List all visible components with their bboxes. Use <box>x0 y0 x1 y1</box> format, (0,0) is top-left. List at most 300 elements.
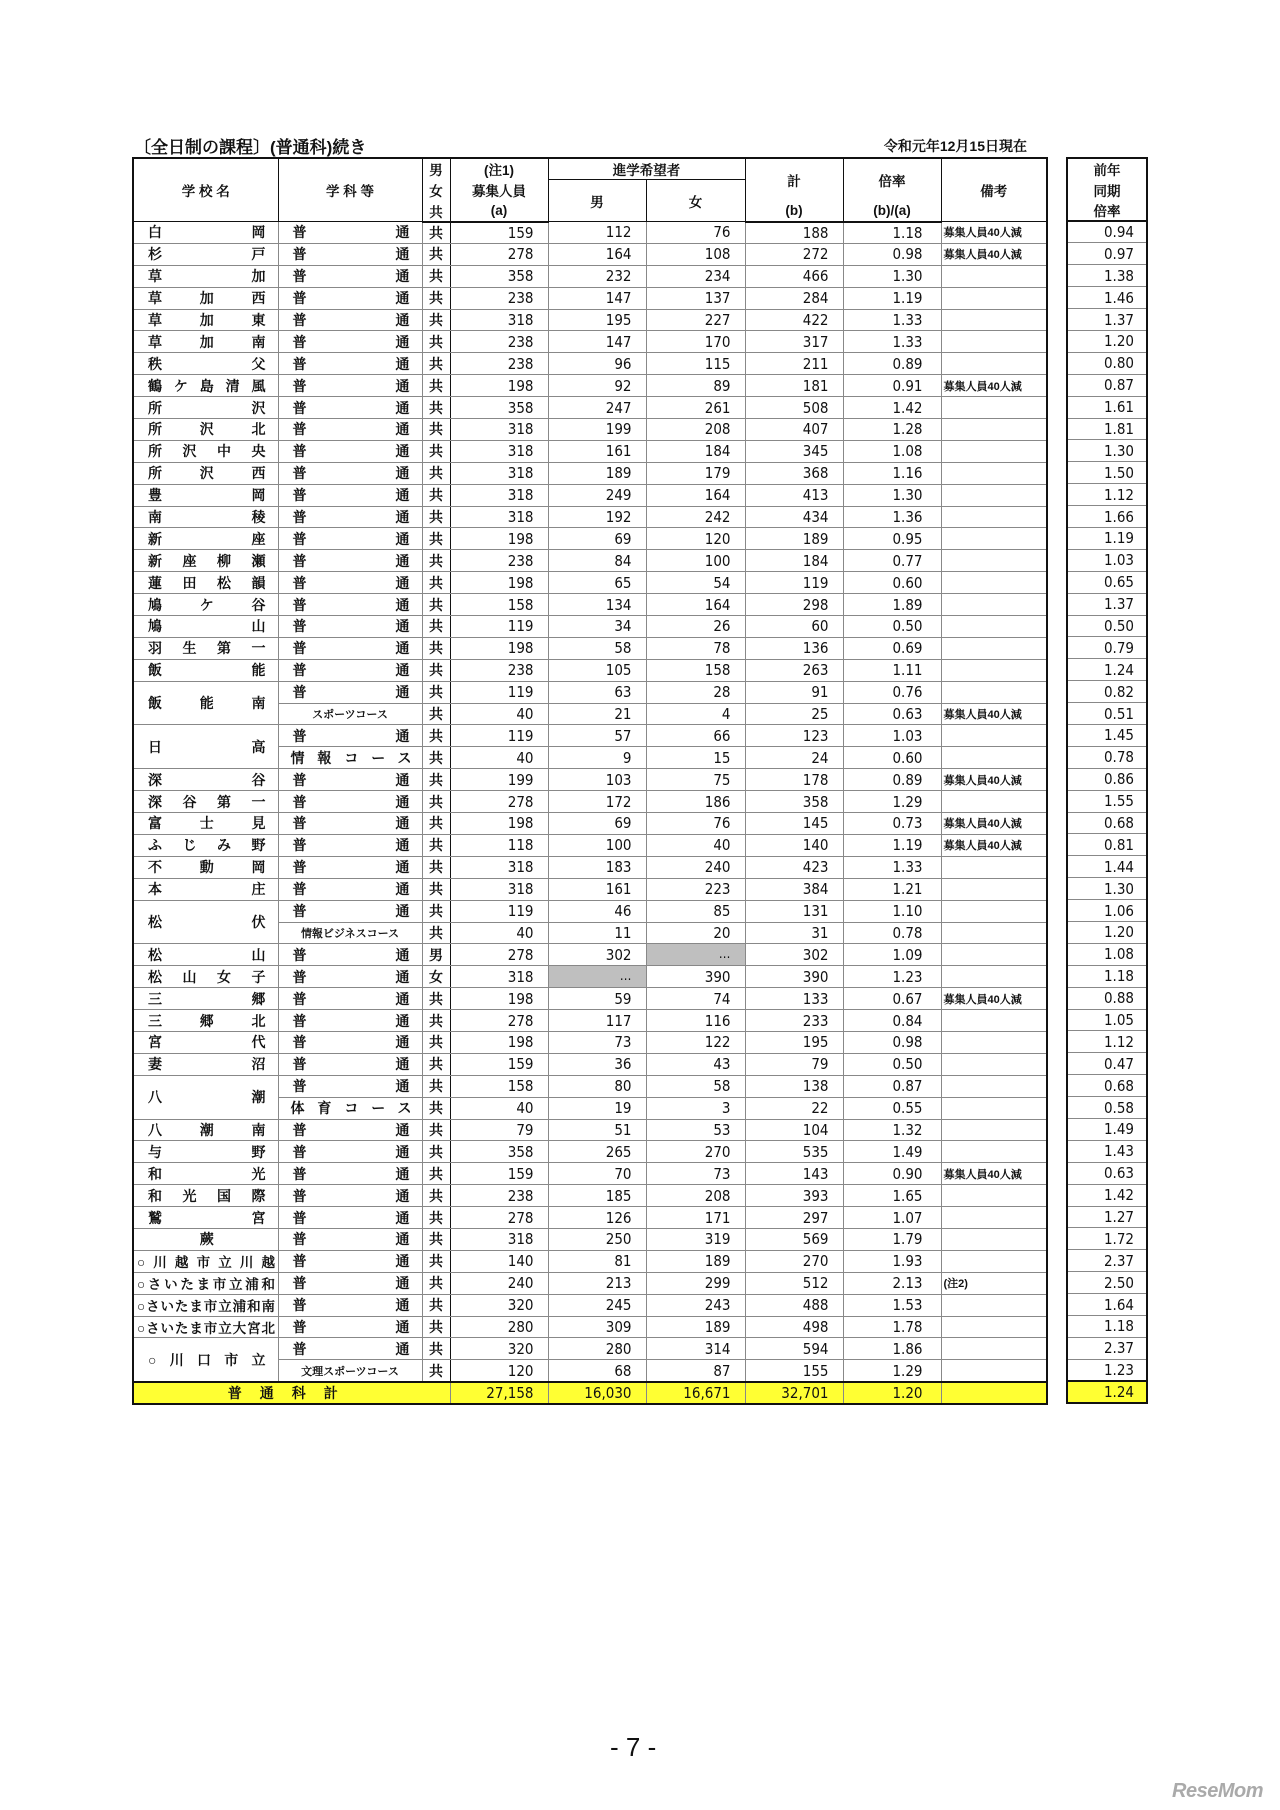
school-name: 富士見 <box>133 813 278 835</box>
applicants-total: 423 <box>745 856 843 878</box>
prev-ratio: 1.50 <box>1067 462 1147 484</box>
applicants-total: 298 <box>745 594 843 616</box>
note <box>941 1294 1047 1316</box>
applicants-total: 22 <box>745 1097 843 1119</box>
enrollment-table <box>132 157 1048 1405</box>
school-name: ○さいたま市立浦和 <box>133 1272 278 1294</box>
table-row <box>133 309 1047 331</box>
ratio: 0.73 <box>843 813 941 835</box>
applicants-total: 302 <box>745 944 843 966</box>
applicants-female: 74 <box>646 988 745 1010</box>
prev-row <box>1067 987 1147 1009</box>
applicants-male: 57 <box>548 725 646 747</box>
as-of-date: 令和元年12月15日現在 <box>883 138 1027 154</box>
school-name: 松山女子 <box>133 966 278 988</box>
prev-ratio: 1.55 <box>1067 790 1147 812</box>
course-name: 文理スポーツコース <box>278 1360 422 1382</box>
prev-row <box>1067 506 1147 528</box>
sex-type: 共 <box>422 243 450 265</box>
prev-ratio: 0.81 <box>1067 834 1147 856</box>
table-row <box>133 353 1047 375</box>
quota: 119 <box>450 725 548 747</box>
applicants-male: 164 <box>548 243 646 265</box>
prev-row <box>1067 1184 1147 1206</box>
applicants-total: 155 <box>745 1360 843 1382</box>
prev-ratio: 1.49 <box>1067 1119 1147 1141</box>
sex-type: 共 <box>422 287 450 309</box>
header-quota-a: (a) <box>450 201 548 222</box>
ratio: 1.07 <box>843 1207 941 1229</box>
quota: 118 <box>450 834 548 856</box>
header-ratio-formula: (b)/(a) <box>843 201 941 222</box>
applicants-total: 24 <box>745 747 843 769</box>
prev-ratio: 1.18 <box>1067 965 1147 987</box>
applicants-female: 15 <box>646 747 745 769</box>
table-row <box>133 1185 1047 1207</box>
course-name: 情報ビジネスコース <box>278 922 422 944</box>
ratio: 2.13 <box>843 1272 941 1294</box>
quota: 238 <box>450 1185 548 1207</box>
sex-type: 共 <box>422 506 450 528</box>
applicants-total: 270 <box>745 1250 843 1272</box>
applicants-female: 314 <box>646 1338 745 1360</box>
prev-row <box>1067 374 1147 396</box>
applicants-total: 31 <box>745 922 843 944</box>
sex-type: 共 <box>422 1360 450 1382</box>
ratio: 0.91 <box>843 375 941 397</box>
sex-type: 共 <box>422 747 450 769</box>
ratio: 0.90 <box>843 1163 941 1185</box>
prev-row <box>1067 1097 1147 1119</box>
prev-ratio: 1.38 <box>1067 265 1147 287</box>
applicants-total: 508 <box>745 397 843 419</box>
applicants-female: 3 <box>646 1097 745 1119</box>
school-name: 所沢北 <box>133 419 278 441</box>
course-name: 普通 <box>278 1228 422 1250</box>
prev-ratio: 1.43 <box>1067 1140 1147 1162</box>
applicants-female: 87 <box>646 1360 745 1382</box>
note <box>941 681 1047 703</box>
prev-ratio: 0.50 <box>1067 615 1147 637</box>
applicants-female: 137 <box>646 287 745 309</box>
applicants-total: 488 <box>745 1294 843 1316</box>
quota: 140 <box>450 1250 548 1272</box>
sex-type: 共 <box>422 331 450 353</box>
sex-type: 共 <box>422 1097 450 1119</box>
applicants-male: 63 <box>548 681 646 703</box>
course-name: 普通 <box>278 813 422 835</box>
table-row <box>133 375 1047 397</box>
total-prev-ratio: 1.24 <box>1067 1381 1147 1403</box>
applicants-male: 112 <box>548 222 646 244</box>
page-title: 〔全日制の課程〕(普通科)続き <box>134 138 367 157</box>
applicants-male: 34 <box>548 616 646 638</box>
applicants-total: 189 <box>745 528 843 550</box>
applicants-male: 65 <box>548 572 646 594</box>
school-name: 和光国際 <box>133 1185 278 1207</box>
school-name: 鳩山 <box>133 616 278 638</box>
applicants-female: … <box>646 944 745 966</box>
ratio: 1.29 <box>843 791 941 813</box>
quota: 119 <box>450 616 548 638</box>
course-name: 普通 <box>278 988 422 1010</box>
prev-row <box>1067 856 1147 878</box>
applicants-female: 4 <box>646 703 745 725</box>
ratio: 0.60 <box>843 572 941 594</box>
school-name: 日高 <box>133 725 278 769</box>
sex-type: 共 <box>422 769 450 791</box>
applicants-male: 245 <box>548 1294 646 1316</box>
prev-ratio: 1.20 <box>1067 330 1147 352</box>
quota: 358 <box>450 265 548 287</box>
applicants-male: 51 <box>548 1119 646 1141</box>
applicants-total: 188 <box>745 222 843 244</box>
applicants-total: 91 <box>745 681 843 703</box>
school-name: 三郷 <box>133 988 278 1010</box>
quota: 158 <box>450 594 548 616</box>
applicants-male: 189 <box>548 462 646 484</box>
applicants-total: 136 <box>745 637 843 659</box>
sex-type: 共 <box>422 616 450 638</box>
applicants-male: 11 <box>548 922 646 944</box>
applicants-male: 84 <box>548 550 646 572</box>
quota: 40 <box>450 703 548 725</box>
course-name: 情報コース <box>278 747 422 769</box>
applicants-male: 134 <box>548 594 646 616</box>
total-label: 普通科計 <box>133 1382 450 1404</box>
sex-type: 共 <box>422 1163 450 1185</box>
prev-row <box>1067 1119 1147 1141</box>
table-row <box>133 222 1047 244</box>
prev-row <box>1067 330 1147 352</box>
table-row <box>133 878 1047 900</box>
note <box>941 659 1047 681</box>
course-name: 普通 <box>278 900 422 922</box>
sex-type: 共 <box>422 1185 450 1207</box>
ratio: 1.21 <box>843 878 941 900</box>
table-row <box>133 594 1047 616</box>
sex-type: 共 <box>422 1053 450 1075</box>
applicants-total: 233 <box>745 1010 843 1032</box>
quota: 238 <box>450 353 548 375</box>
table-row <box>133 528 1047 550</box>
sex-type: 共 <box>422 353 450 375</box>
applicants-total: 317 <box>745 331 843 353</box>
prev-row <box>1067 681 1147 703</box>
note <box>941 1360 1047 1382</box>
course-name: 普通 <box>278 966 422 988</box>
table-row <box>133 572 1047 594</box>
prev-ratio: 2.50 <box>1067 1272 1147 1294</box>
prev-ratio: 0.86 <box>1067 768 1147 790</box>
applicants-male: 70 <box>548 1163 646 1185</box>
prev-row <box>1067 418 1147 440</box>
school-name: 鶴ケ島清風 <box>133 375 278 397</box>
applicants-male: 81 <box>548 1250 646 1272</box>
applicants-total: 211 <box>745 353 843 375</box>
quota: 159 <box>450 222 548 244</box>
quota: 40 <box>450 747 548 769</box>
sex-type: 共 <box>422 681 450 703</box>
applicants-female: 164 <box>646 594 745 616</box>
applicants-female: 20 <box>646 922 745 944</box>
applicants-female: 115 <box>646 353 745 375</box>
prev-ratio: 1.61 <box>1067 396 1147 418</box>
prev-row <box>1067 943 1147 965</box>
ratio: 1.30 <box>843 265 941 287</box>
applicants-total: 345 <box>745 440 843 462</box>
course-name: 普通 <box>278 1119 422 1141</box>
total-ratio: 1.20 <box>843 1382 941 1404</box>
prev-ratio: 0.87 <box>1067 374 1147 396</box>
ratio: 1.79 <box>843 1228 941 1250</box>
applicants-female: 270 <box>646 1141 745 1163</box>
applicants-female: 243 <box>646 1294 745 1316</box>
ratio: 1.18 <box>843 222 941 244</box>
page-number: - 7 - <box>610 1732 657 1762</box>
quota: 198 <box>450 988 548 1010</box>
applicants-female: 208 <box>646 1185 745 1207</box>
note <box>941 725 1047 747</box>
applicants-female: 73 <box>646 1163 745 1185</box>
applicants-female: 120 <box>646 528 745 550</box>
applicants-total: 569 <box>745 1228 843 1250</box>
applicants-total: 123 <box>745 725 843 747</box>
prev-row <box>1067 1250 1147 1272</box>
sex-type: 共 <box>422 1119 450 1141</box>
applicants-total: 466 <box>745 265 843 287</box>
table-row <box>133 1228 1047 1250</box>
applicants-male: 117 <box>548 1010 646 1032</box>
quota: 40 <box>450 922 548 944</box>
applicants-female: 76 <box>646 813 745 835</box>
sex-type: 共 <box>422 1010 450 1032</box>
note <box>941 419 1047 441</box>
table-row <box>133 1119 1047 1141</box>
table-row <box>133 550 1047 572</box>
prev-row <box>1067 1294 1147 1316</box>
sex-type: 共 <box>422 265 450 287</box>
prev-row <box>1067 1206 1147 1228</box>
applicants-female: 319 <box>646 1228 745 1250</box>
school-name: 与野 <box>133 1141 278 1163</box>
quota: 79 <box>450 1119 548 1141</box>
quota: 278 <box>450 944 548 966</box>
applicants-male: 161 <box>548 440 646 462</box>
prev-row <box>1067 1272 1147 1294</box>
applicants-total: 184 <box>745 550 843 572</box>
applicants-male: 105 <box>548 659 646 681</box>
course-name: 普通 <box>278 506 422 528</box>
course-name: 普通 <box>278 484 422 506</box>
prev-ratio: 1.08 <box>1067 943 1147 965</box>
quota: 119 <box>450 681 548 703</box>
note: 募集人員40人減 <box>941 1163 1047 1185</box>
course-name: 普通 <box>278 1338 422 1360</box>
applicants-male: 213 <box>548 1272 646 1294</box>
prev-row <box>1067 812 1147 834</box>
ratio: 1.65 <box>843 1185 941 1207</box>
course-name: 普通 <box>278 243 422 265</box>
school-name: ふじみ野 <box>133 834 278 856</box>
course-name: 普通 <box>278 1250 422 1272</box>
prev-ratio: 1.64 <box>1067 1294 1147 1316</box>
applicants-female: 75 <box>646 769 745 791</box>
prev-row <box>1067 834 1147 856</box>
note <box>941 484 1047 506</box>
table-row <box>133 834 1047 856</box>
prev-row <box>1067 484 1147 506</box>
applicants-female: 66 <box>646 725 745 747</box>
prev-ratio: 1.12 <box>1067 484 1147 506</box>
applicants-total: 498 <box>745 1316 843 1338</box>
school-name: 飯能 <box>133 659 278 681</box>
quota: 358 <box>450 397 548 419</box>
applicants-female: 261 <box>646 397 745 419</box>
ratio: 0.95 <box>843 528 941 550</box>
prev-row <box>1067 440 1147 462</box>
school-name: 草加南 <box>133 331 278 353</box>
prev-ratio: 1.30 <box>1067 440 1147 462</box>
note <box>941 287 1047 309</box>
applicants-total: 594 <box>745 1338 843 1360</box>
school-name: ○さいたま市立浦和南 <box>133 1294 278 1316</box>
note: 募集人員40人減 <box>941 834 1047 856</box>
prev-row <box>1067 352 1147 374</box>
course-name: 普通 <box>278 1053 422 1075</box>
applicants-female: 223 <box>646 878 745 900</box>
prev-ratio: 1.20 <box>1067 922 1147 944</box>
sex-type: 共 <box>422 1294 450 1316</box>
prev-row <box>1067 1031 1147 1053</box>
course-name: 普通 <box>278 1141 422 1163</box>
applicants-female: 186 <box>646 791 745 813</box>
ratio: 0.84 <box>843 1010 941 1032</box>
applicants-male: 80 <box>548 1075 646 1097</box>
course-name: 普通 <box>278 791 422 813</box>
sex-type: 共 <box>422 397 450 419</box>
prev-row <box>1067 790 1147 812</box>
school-name: 不動岡 <box>133 856 278 878</box>
applicants-total: 143 <box>745 1163 843 1185</box>
school-name: 飯能南 <box>133 681 278 725</box>
applicants-male: 199 <box>548 419 646 441</box>
course-name: 普通 <box>278 1294 422 1316</box>
sex-type: 共 <box>422 375 450 397</box>
prev-row <box>1067 1337 1147 1359</box>
sex-type: 共 <box>422 572 450 594</box>
applicants-male: 147 <box>548 287 646 309</box>
applicants-total: 422 <box>745 309 843 331</box>
course-name: 普通 <box>278 1316 422 1338</box>
sex-type: 共 <box>422 703 450 725</box>
sex-type: 共 <box>422 440 450 462</box>
ratio: 1.33 <box>843 331 941 353</box>
sex-type: 共 <box>422 1338 450 1360</box>
header-applicants: 進学希望者 <box>548 158 745 180</box>
applicants-total: 195 <box>745 1031 843 1053</box>
sex-type: 共 <box>422 834 450 856</box>
table-row <box>133 900 1047 922</box>
note <box>941 1141 1047 1163</box>
applicants-total: 297 <box>745 1207 843 1229</box>
note <box>941 856 1047 878</box>
table-row <box>133 681 1047 703</box>
prev-ratio: 0.63 <box>1067 1162 1147 1184</box>
applicants-total: 384 <box>745 878 843 900</box>
course-name: 普通 <box>278 725 422 747</box>
applicants-total: 104 <box>745 1119 843 1141</box>
applicants-male: 126 <box>548 1207 646 1229</box>
quota: 318 <box>450 966 548 988</box>
prev-ratio: 1.03 <box>1067 549 1147 571</box>
applicants-female: 158 <box>646 659 745 681</box>
table-row <box>133 1294 1047 1316</box>
prev-row <box>1067 309 1147 331</box>
applicants-total: 512 <box>745 1272 843 1294</box>
applicants-total: 390 <box>745 966 843 988</box>
note <box>941 1097 1047 1119</box>
school-name: 和光 <box>133 1163 278 1185</box>
ratio: 1.33 <box>843 309 941 331</box>
applicants-female: 122 <box>646 1031 745 1053</box>
header-prev-3: 倍率 <box>1067 200 1147 221</box>
header-sex-male: 男 <box>422 158 450 180</box>
table-row <box>133 616 1047 638</box>
applicants-male: 172 <box>548 791 646 813</box>
note: 募集人員40人減 <box>941 988 1047 1010</box>
sex-type: 共 <box>422 1141 450 1163</box>
course-name: 普通 <box>278 769 422 791</box>
applicants-male: … <box>548 966 646 988</box>
note: 募集人員40人減 <box>941 222 1047 244</box>
applicants-male: 183 <box>548 856 646 878</box>
applicants-total: 25 <box>745 703 843 725</box>
applicants-male: 96 <box>548 353 646 375</box>
ratio: 0.55 <box>843 1097 941 1119</box>
prev-row <box>1067 615 1147 637</box>
table-row <box>133 1207 1047 1229</box>
school-name: 新座柳瀬 <box>133 550 278 572</box>
applicants-total: 79 <box>745 1053 843 1075</box>
quota: 238 <box>450 331 548 353</box>
note: 募集人員40人減 <box>941 769 1047 791</box>
note <box>941 1316 1047 1338</box>
ratio: 1.03 <box>843 725 941 747</box>
course-name: 普通 <box>278 1272 422 1294</box>
quota: 358 <box>450 1141 548 1163</box>
sex-type: 共 <box>422 222 450 244</box>
total-quota: 27,158 <box>450 1382 548 1404</box>
applicants-female: 108 <box>646 243 745 265</box>
prev-row <box>1067 1228 1147 1250</box>
table-row <box>133 1250 1047 1272</box>
sex-type: 共 <box>422 725 450 747</box>
header-total-b: (b) <box>745 201 843 222</box>
applicants-female: 40 <box>646 834 745 856</box>
header-sex-female: 女 <box>422 180 450 201</box>
applicants-male: 46 <box>548 900 646 922</box>
quota: 318 <box>450 462 548 484</box>
applicants-male: 195 <box>548 309 646 331</box>
applicants-male: 69 <box>548 813 646 835</box>
course-name: 普通 <box>278 1163 422 1185</box>
applicants-total: 407 <box>745 419 843 441</box>
quota: 278 <box>450 791 548 813</box>
note <box>941 309 1047 331</box>
quota: 198 <box>450 572 548 594</box>
table-row <box>133 243 1047 265</box>
